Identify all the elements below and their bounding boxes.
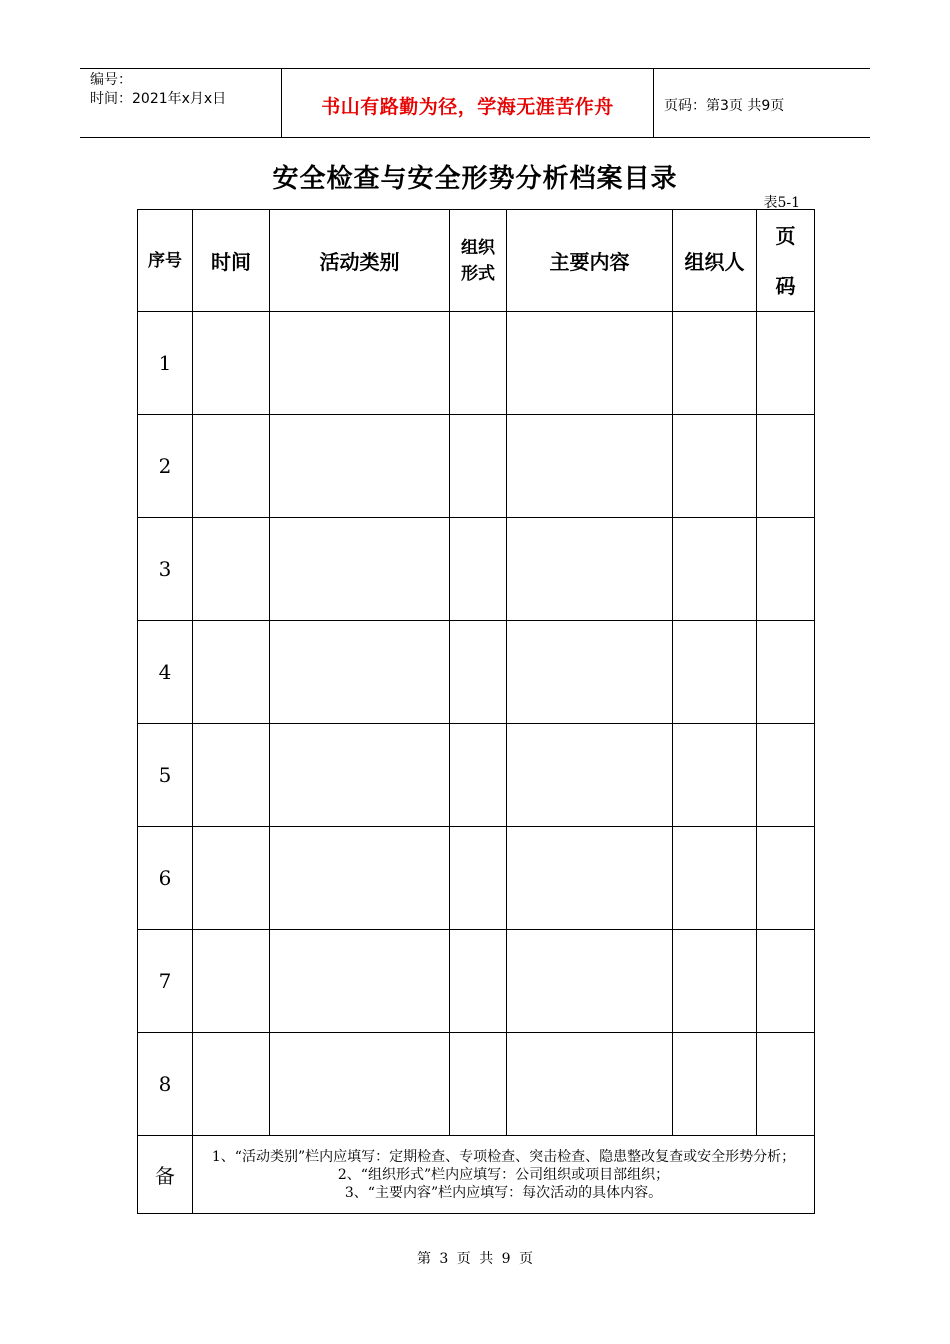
remark-line: 1、“活动类别”栏内应填写：定期检查、专项检查、突击检查、隐患整改复查或安全形势分析； [211,1148,796,1165]
header-time: 时间 [193,210,270,312]
header-page-line2: 码 [775,273,796,298]
cell-form[interactable] [450,930,507,1033]
row-number: 1 [138,312,193,415]
cell-category[interactable] [270,724,450,827]
cell-content[interactable] [507,312,673,415]
row-number: 8 [138,1033,193,1136]
cell-category[interactable] [270,415,450,518]
table-row [138,930,815,1033]
table-header-row [138,210,815,312]
cell-time[interactable] [193,415,270,518]
header-page [757,210,815,312]
page-footer: 第 3 页 共 9 页 [416,1251,534,1267]
header-page-line1: 页 [775,223,796,248]
cell-page[interactable] [757,621,815,724]
motto-text: 书山有路勤为径，学海无涯苦作舟 [321,95,614,118]
cell-content[interactable] [507,724,673,827]
cell-form[interactable] [450,621,507,724]
cell-content[interactable] [507,415,673,518]
row-number: 2 [138,415,193,518]
cell-time[interactable] [193,621,270,724]
page-code: 页码：第3页 共9页 [664,98,785,114]
header-left-cell [80,69,282,137]
remark-line: 2、“组织形式”栏内应填写：公司组织或项目部组织； [337,1166,670,1183]
cell-form[interactable] [450,724,507,827]
table-row [138,415,815,518]
header-seq: 序号 [138,210,193,312]
cell-organizer[interactable] [673,930,757,1033]
table-row [138,1033,815,1136]
cell-form[interactable] [450,312,507,415]
header-content: 主要内容 [507,210,673,312]
table-row [138,518,815,621]
table-row [138,621,815,724]
cell-category[interactable] [270,312,450,415]
cell-time[interactable] [193,827,270,930]
header-form-line2: 形式 [461,263,495,284]
cell-content[interactable] [507,518,673,621]
cell-page[interactable] [757,930,815,1033]
cell-organizer[interactable] [673,1033,757,1136]
cell-page[interactable] [757,312,815,415]
cell-organizer[interactable] [673,312,757,415]
document-title: 安全检查与安全形势分析档案目录 [272,164,678,194]
cell-page[interactable] [757,827,815,930]
table-row [138,312,815,415]
header-organizer: 组织人 [673,210,757,312]
cell-time[interactable] [193,312,270,415]
cell-organizer[interactable] [673,415,757,518]
remark-line: 3、“主要内容”栏内应填写：每次活动的具体内容。 [344,1184,663,1201]
cell-form[interactable] [450,827,507,930]
cell-content[interactable] [507,930,673,1033]
cell-category[interactable] [270,827,450,930]
table-row [138,827,815,930]
header-form-line1: 组织 [461,237,495,258]
row-number: 6 [138,827,193,930]
cell-form[interactable] [450,1033,507,1136]
cell-category[interactable] [270,930,450,1033]
cell-form[interactable] [450,518,507,621]
table-number: 表5-1 [763,195,800,211]
header-motto-cell [282,69,654,137]
archive-index-table [137,209,815,1214]
header-page-cell [654,69,870,137]
cell-time[interactable] [193,1033,270,1136]
row-number: 3 [138,518,193,621]
cell-time[interactable] [193,930,270,1033]
cell-time[interactable] [193,724,270,827]
cell-content[interactable] [507,1033,673,1136]
cell-form[interactable] [450,415,507,518]
remarks-row [138,1136,815,1214]
cell-content[interactable] [507,827,673,930]
page-header [80,68,870,138]
cell-category[interactable] [270,518,450,621]
cell-page[interactable] [757,724,815,827]
cell-organizer[interactable] [673,518,757,621]
cell-category[interactable] [270,621,450,724]
remarks-text [193,1136,815,1214]
cell-time[interactable] [193,518,270,621]
header-form [450,210,507,312]
cell-page[interactable] [757,415,815,518]
cell-page[interactable] [757,1033,815,1136]
cell-category[interactable] [270,1033,450,1136]
row-number: 4 [138,621,193,724]
header-category: 活动类别 [270,210,450,312]
table-row [138,724,815,827]
cell-organizer[interactable] [673,621,757,724]
row-number: 5 [138,724,193,827]
row-number: 7 [138,930,193,1033]
cell-organizer[interactable] [673,724,757,827]
remarks-label: 备 [138,1136,193,1214]
cell-content[interactable] [507,621,673,724]
cell-organizer[interactable] [673,827,757,930]
date-line: 时间：2021年x月x日 [90,91,227,107]
code-label: 编号： [90,72,132,88]
cell-page[interactable] [757,518,815,621]
